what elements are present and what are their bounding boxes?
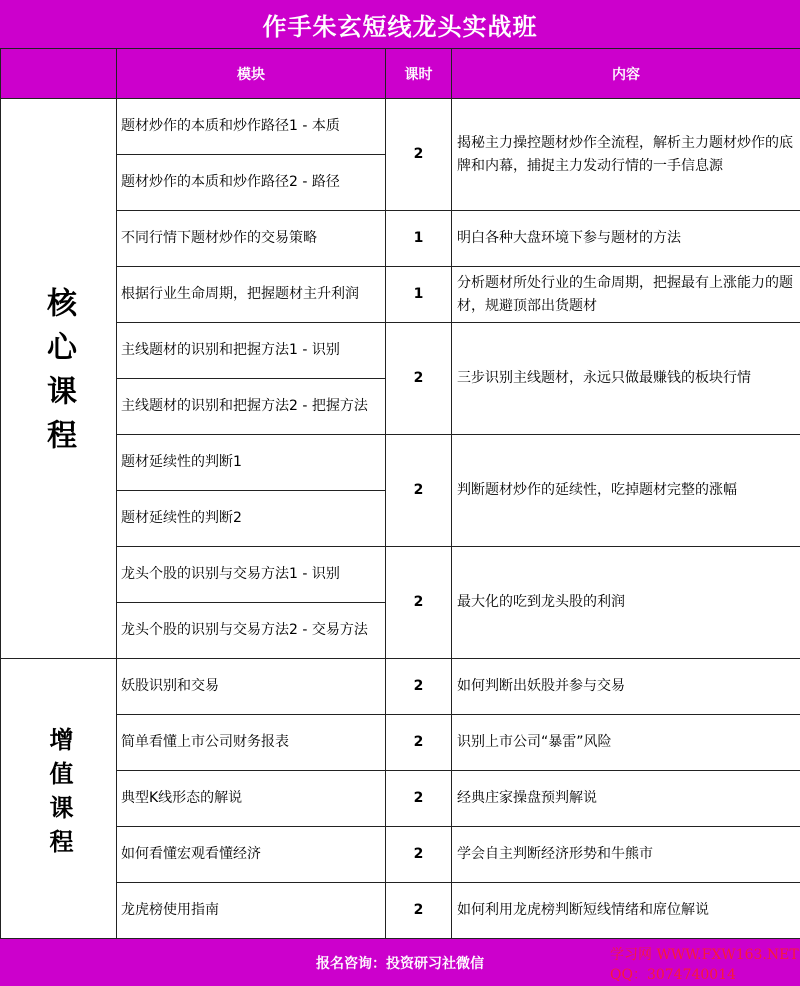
module-cell: 题材炒作的本质和炒作路径1 - 本质 bbox=[117, 99, 386, 155]
content-cell: 判断题材炒作的延续性，吃掉题材完整的涨幅 bbox=[452, 435, 800, 547]
module-cell: 如何看懂宏观看懂经济 bbox=[117, 827, 386, 883]
watermark-site: 学习网 WWW.FXW163.NET bbox=[610, 947, 799, 963]
table-row bbox=[1, 323, 800, 379]
hours-cell: 2 bbox=[386, 827, 452, 883]
hours-cell: 2 bbox=[386, 435, 452, 547]
module-cell: 题材延续性的判断1 bbox=[117, 435, 386, 491]
table-row bbox=[1, 827, 800, 883]
header-content: 内容 bbox=[452, 49, 800, 99]
header-empty-cell bbox=[1, 49, 117, 99]
table-row bbox=[1, 547, 800, 603]
hours-cell: 1 bbox=[386, 211, 452, 267]
table-row bbox=[1, 99, 800, 155]
content-cell: 学会自主判断经济形势和牛熊市 bbox=[452, 827, 800, 883]
content-cell: 揭秘主力操控题材炒作全流程，解析主力题材炒作的底牌和内幕，捕捉主力发动行情的一手信息源 bbox=[452, 99, 800, 211]
module-cell: 不同行情下题材炒作的交易策略 bbox=[117, 211, 386, 267]
course-table bbox=[0, 48, 800, 939]
header-module: 模块 bbox=[117, 49, 386, 99]
hours-cell: 2 bbox=[386, 771, 452, 827]
module-cell: 主线题材的识别和把握方法1 - 识别 bbox=[117, 323, 386, 379]
hours-cell: 2 bbox=[386, 883, 452, 939]
table-row bbox=[1, 435, 800, 491]
content-cell: 三步识别主线题材，永远只做最赚钱的板块行情 bbox=[452, 323, 800, 435]
module-cell: 根据行业生命周期，把握题材主升利润 bbox=[117, 267, 386, 323]
table-header-row bbox=[1, 49, 800, 99]
hours-cell: 2 bbox=[386, 547, 452, 659]
watermark-qq: QQ：3074740014 bbox=[610, 967, 737, 983]
watermark bbox=[610, 945, 800, 985]
module-cell: 题材炒作的本质和炒作路径2 - 路径 bbox=[117, 155, 386, 211]
content-cell: 如何判断出妖股并参与交易 bbox=[452, 659, 800, 715]
category-extra-label: 增值课程 bbox=[45, 726, 73, 863]
hours-cell: 2 bbox=[386, 99, 452, 211]
category-core-cell bbox=[1, 99, 117, 659]
module-cell: 题材延续性的判断2 bbox=[117, 491, 386, 547]
module-cell: 主线题材的识别和把握方法2 - 把握方法 bbox=[117, 379, 386, 435]
content-cell: 经典庄家操盘预判解说 bbox=[452, 771, 800, 827]
hours-cell: 2 bbox=[386, 715, 452, 771]
table-row bbox=[1, 267, 800, 323]
footer-contact-text: 报名咨询：投资研习社微信 bbox=[316, 955, 484, 972]
table-row bbox=[1, 883, 800, 939]
table-row bbox=[1, 771, 800, 827]
module-cell: 简单看懂上市公司财务报表 bbox=[117, 715, 386, 771]
module-cell: 龙虎榜使用指南 bbox=[117, 883, 386, 939]
table-row bbox=[1, 211, 800, 267]
module-cell: 妖股识别和交易 bbox=[117, 659, 386, 715]
table-row bbox=[1, 715, 800, 771]
content-cell: 分析题材所处行业的生命周期，把握最有上涨能力的题材，规避顶部出货题材 bbox=[452, 267, 800, 323]
content-cell: 如何利用龙虎榜判断短线情绪和席位解说 bbox=[452, 883, 800, 939]
module-cell: 典型K线形态的解说 bbox=[117, 771, 386, 827]
header-hours: 课时 bbox=[386, 49, 452, 99]
content-cell: 识别上市公司“暴雷”风险 bbox=[452, 715, 800, 771]
content-cell: 最大化的吃到龙头股的利润 bbox=[452, 547, 800, 659]
category-core-label: 核心课程 bbox=[41, 286, 76, 463]
module-cell: 龙头个股的识别与交易方法1 - 识别 bbox=[117, 547, 386, 603]
page-title: 作手朱玄短线龙头实战班 bbox=[0, 0, 800, 48]
table-row bbox=[1, 659, 800, 715]
hours-cell: 2 bbox=[386, 659, 452, 715]
hours-cell: 1 bbox=[386, 267, 452, 323]
module-cell: 龙头个股的识别与交易方法2 - 交易方法 bbox=[117, 603, 386, 659]
content-cell: 明白各种大盘环境下参与题材的方法 bbox=[452, 211, 800, 267]
hours-cell: 2 bbox=[386, 323, 452, 435]
category-extra-cell bbox=[1, 659, 117, 939]
